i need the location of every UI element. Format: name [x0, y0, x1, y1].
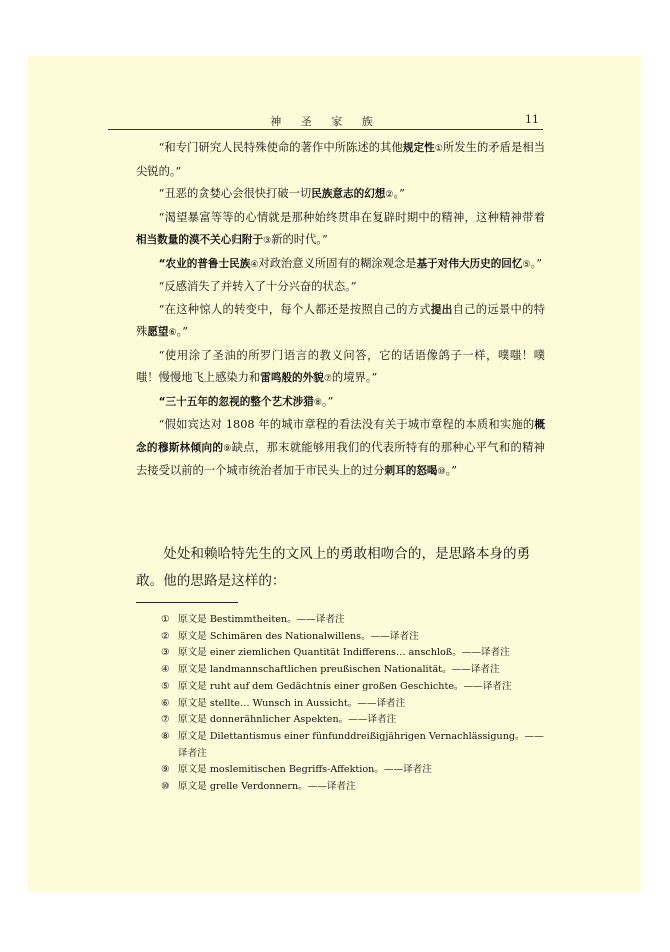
text-segment: 缺点，那末就能够用我们的代表所特有的那种心平气和的精神去接受以前的一个城市统治者加于市民头上的过分: [136, 440, 545, 477]
bold-segment: 基于对伟大历史的回忆: [416, 257, 523, 270]
text-segment: 。”: [445, 464, 458, 477]
footnote-ref: ②: [385, 190, 394, 200]
bold-segment: 愿望: [147, 326, 169, 338]
text-segment: “使用涂了圣油的所罗门语言的教义问答，它的话语像鸽子一样，噗嗤！噗嗤！慢慢地飞上感染力和: [136, 348, 545, 384]
text-segment: 。”: [393, 187, 405, 200]
footnote-ref: ⑨: [223, 443, 232, 454]
quote-paragraph: [136, 137, 545, 183]
bold-segment: “三十五年的忽视的整个艺术涉猎: [158, 395, 314, 408]
quote-paragraph: [136, 276, 545, 299]
quote-paragraph: [136, 391, 545, 415]
footnote-item: [161, 662, 546, 679]
footnote-mark: ⑥: [161, 697, 170, 709]
text-segment: “渴望暴富等等的心情就是那种始终贯串在复辟时期中的精神，这种精神带着: [158, 210, 545, 224]
footnote-mark: ⑨: [161, 764, 170, 776]
text-segment: “丑恶的贪婪心会很快打破一切: [158, 187, 312, 200]
text-segment: 。”: [321, 394, 334, 408]
footnote-ref: ③: [263, 236, 272, 246]
footnote-item: [161, 679, 546, 696]
header-title: 神 圣 家 族: [270, 115, 381, 128]
footnote-mark: ①: [161, 614, 170, 625]
bold-segment: 雷鸣般的外貌: [260, 372, 324, 384]
text-segment: 。”: [530, 256, 543, 270]
text-segment: “反感消失了并转入了十分兴奋的状态。”: [158, 280, 357, 293]
footnote-mark: ②: [161, 630, 170, 642]
footnote-item: [161, 729, 546, 762]
quote-paragraph: [136, 253, 545, 277]
bold-segment: 规定性: [402, 142, 435, 154]
footnote-text: 原文是 stellte… Wunsch in Aussicht。——译者注: [178, 697, 406, 709]
footnote-ref: ⑦: [323, 374, 332, 384]
footnote-item: [161, 612, 546, 629]
bold-segment: 概念的穆斯林倾向的: [136, 419, 545, 454]
footnote-item: [161, 762, 546, 779]
quote-paragraph: [136, 183, 545, 207]
footnote-ref: ⑩: [437, 467, 446, 477]
footnote-divider: [136, 602, 238, 603]
footnotes: [161, 612, 546, 796]
bold-segment: 民族意志的幻想: [311, 188, 386, 200]
quote-paragraph: [136, 207, 545, 253]
bold-segment: 刺耳的怒喝: [384, 465, 438, 477]
footnote-text: 原文是 ruht auf dem Gedächtnis einer großen Geschichte。——译者注: [178, 680, 512, 692]
main-paragraph-text: 处处和赖哈特先生的文风上的勇敢相吻合的，是思路本身的勇敢。他的思路是这样的：: [136, 546, 531, 589]
text-segment: 对政治意义所固有的糊涂观念是: [258, 256, 417, 270]
text-segment: “和专门研究人民特殊使命的著作中所陈述的其他: [158, 141, 403, 154]
main-paragraph: [136, 541, 548, 595]
footnote-text: 原文是 donnerähnlicher Aspekten。——译者注: [178, 714, 397, 726]
footnote-item: [161, 712, 546, 729]
text-segment: 所发生的矛盾是相当尖锐的。”: [136, 141, 545, 178]
footnote-ref: ⑧: [313, 397, 322, 408]
text-segment: “在这种惊人的转变中，每个人都还是按照自己的方式: [158, 302, 431, 316]
bold-segment: 相当数量的漠不关心归附于: [136, 234, 264, 246]
footnote-text: 原文是 Bestimmtheiten。——译者注: [178, 614, 345, 625]
footnote-mark: ④: [161, 664, 170, 676]
footnote-ref: ①: [434, 144, 443, 154]
page-number: 11: [525, 113, 539, 126]
footnote-mark: ⑤: [161, 680, 170, 692]
footnote-text: 原文是 moslemitischen Begriffs-Affektion。——译者注: [178, 764, 432, 776]
footnote-mark: ⑩: [161, 781, 170, 793]
text-segment: “假如宾达对 1808 年的城市章程的看法没有关于城市章程的本质和实施的: [158, 418, 535, 431]
footnote-text: 原文是 Dilettantismus einer fünfunddreißigjährigen Vernachlässigung。——译者注: [178, 730, 544, 759]
footnote-text: 原文是 landmannschaftlichen preußischen Nationalität。——译者注: [178, 664, 500, 676]
footnote-item: [161, 629, 546, 646]
text-segment: 。”: [176, 325, 189, 338]
footnote-item: [161, 645, 546, 662]
footnote-ref: ⑤: [522, 259, 531, 270]
footnote-ref: ④: [250, 259, 259, 270]
text-segment: 新的时代。”: [271, 233, 328, 246]
bold-segment: 提出: [430, 303, 453, 316]
text-segment: 的境界。”: [331, 371, 378, 384]
text-segment: 自己的远景中的特殊: [136, 302, 545, 338]
footnote-mark: ⑦: [161, 714, 170, 726]
running-header: [108, 107, 543, 130]
footnote-item: [161, 779, 546, 796]
quote-paragraph: [136, 299, 545, 345]
footnote-ref: ⑥: [168, 328, 177, 338]
footnote-text: 原文是 Schimären des Nationalwillens。——译者注: [178, 630, 419, 642]
footnote-mark: ⑧: [161, 730, 170, 742]
footnote-mark: ③: [161, 647, 170, 659]
footnote-item: [161, 696, 546, 713]
footnote-text: 原文是 grelle Verdonnern。——译者注: [178, 781, 356, 793]
quoted-passages: [136, 137, 545, 484]
bold-segment: “农业的普鲁士民族: [158, 257, 251, 270]
footnote-text: 原文是 einer ziemlichen Quantität Indifferens… anschloß。——译者注: [178, 647, 510, 659]
quote-paragraph: [136, 414, 545, 484]
quote-paragraph: [136, 345, 545, 391]
